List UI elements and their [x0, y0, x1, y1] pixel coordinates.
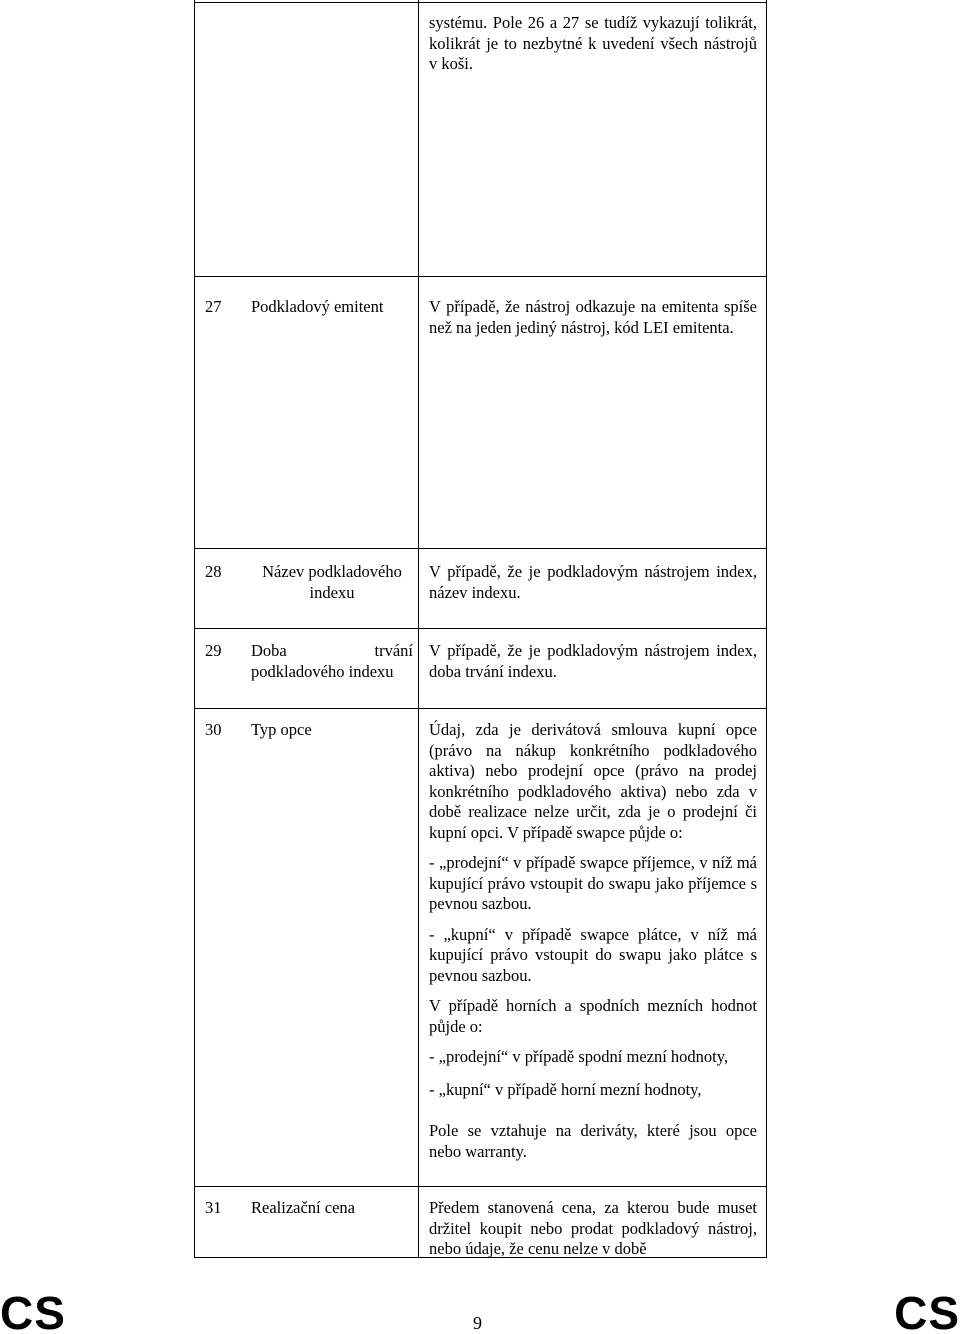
row-border	[195, 548, 766, 549]
row-field-name: Podkladový emitent	[251, 297, 384, 316]
description-paragraph: - „prodejní“ v případě swapce příjemce, v níž má kupující právo vstoupit do swapu jako příjemce s pevnou sazbou.	[429, 853, 757, 913]
definitions-table	[194, 0, 767, 1258]
description-paragraph: Pole se vztahuje na deriváty, které jsou opce nebo warranty.	[429, 1121, 757, 1161]
description-paragraph: V případě, že je podkladovým nástrojem index, název indexu.	[429, 562, 757, 602]
language-code-right: CS	[894, 1287, 960, 1334]
description-paragraph: - „kupní“ v případě swapce plátce, v níž má kupující právo vstoupit do swapu jako plátce s pevnou sazbou.	[429, 924, 757, 985]
row-border	[195, 708, 766, 709]
description-paragraph: - „prodejní“ v případě spodní mezní hodnoty,	[429, 1047, 729, 1066]
row-number: 29	[205, 641, 222, 660]
row-description	[429, 13, 757, 75]
description-paragraph: Předem stanovená cena, za kterou bude muset držitel koupit nebo prodat podkladový nástroj, nebo údaje, že cenu nelze v době	[429, 1198, 757, 1258]
description-paragraph: V případě, že nástroj odkazuje na emitenta spíše než na jeden jediný nástroj, kód LEI emitenta.	[429, 297, 757, 337]
page-number: 9	[473, 1313, 482, 1333]
row-border	[195, 276, 766, 277]
row-description	[429, 641, 757, 682]
row-field-name: Realizační cena	[251, 1198, 355, 1217]
row-description	[429, 297, 757, 338]
row-number: 27	[205, 297, 222, 316]
description-paragraph: V případě, že je podkladovým nástrojem index, doba trvání indexu.	[429, 641, 757, 681]
row-border	[195, 1186, 766, 1187]
row-description	[429, 562, 757, 603]
column-divider	[418, 0, 419, 1258]
row-border	[195, 628, 766, 629]
row-number: 30	[205, 720, 222, 739]
row-description	[429, 1198, 757, 1260]
row-number: 31	[205, 1198, 222, 1217]
row-field-name: Typ opce	[251, 720, 312, 739]
description-paragraph: Údaj, zda je derivátová smlouva kupní opce (právo na nákup konkrétního podkladového aktiva) nebo prodejní opce (právo na prodej konkrétního podkladového aktiva) nebo zda v době realizace nelze určit, zda je o prodejní či kupní opci. V případě swapce půjde o:	[429, 720, 757, 842]
description-paragraph: V případě horních a spodních mezních hodnot půjde o:	[429, 996, 757, 1036]
row-field-name: Doba trvání podkladového indexu	[251, 641, 413, 681]
description-paragraph: systému. Pole 26 a 27 se tudíž vykazují tolikrát, kolikrát je to nezbytné k uvedení všech nástrojů v koši.	[429, 13, 757, 73]
description-paragraph: - „kupní“ v případě horní mezní hodnoty,	[429, 1079, 702, 1099]
row-border	[195, 2, 766, 3]
row-description	[429, 720, 757, 1162]
language-code-left: CS	[0, 1287, 66, 1334]
row-field-name: Název podkladového indexu	[262, 562, 402, 602]
row-number: 28	[205, 562, 222, 581]
